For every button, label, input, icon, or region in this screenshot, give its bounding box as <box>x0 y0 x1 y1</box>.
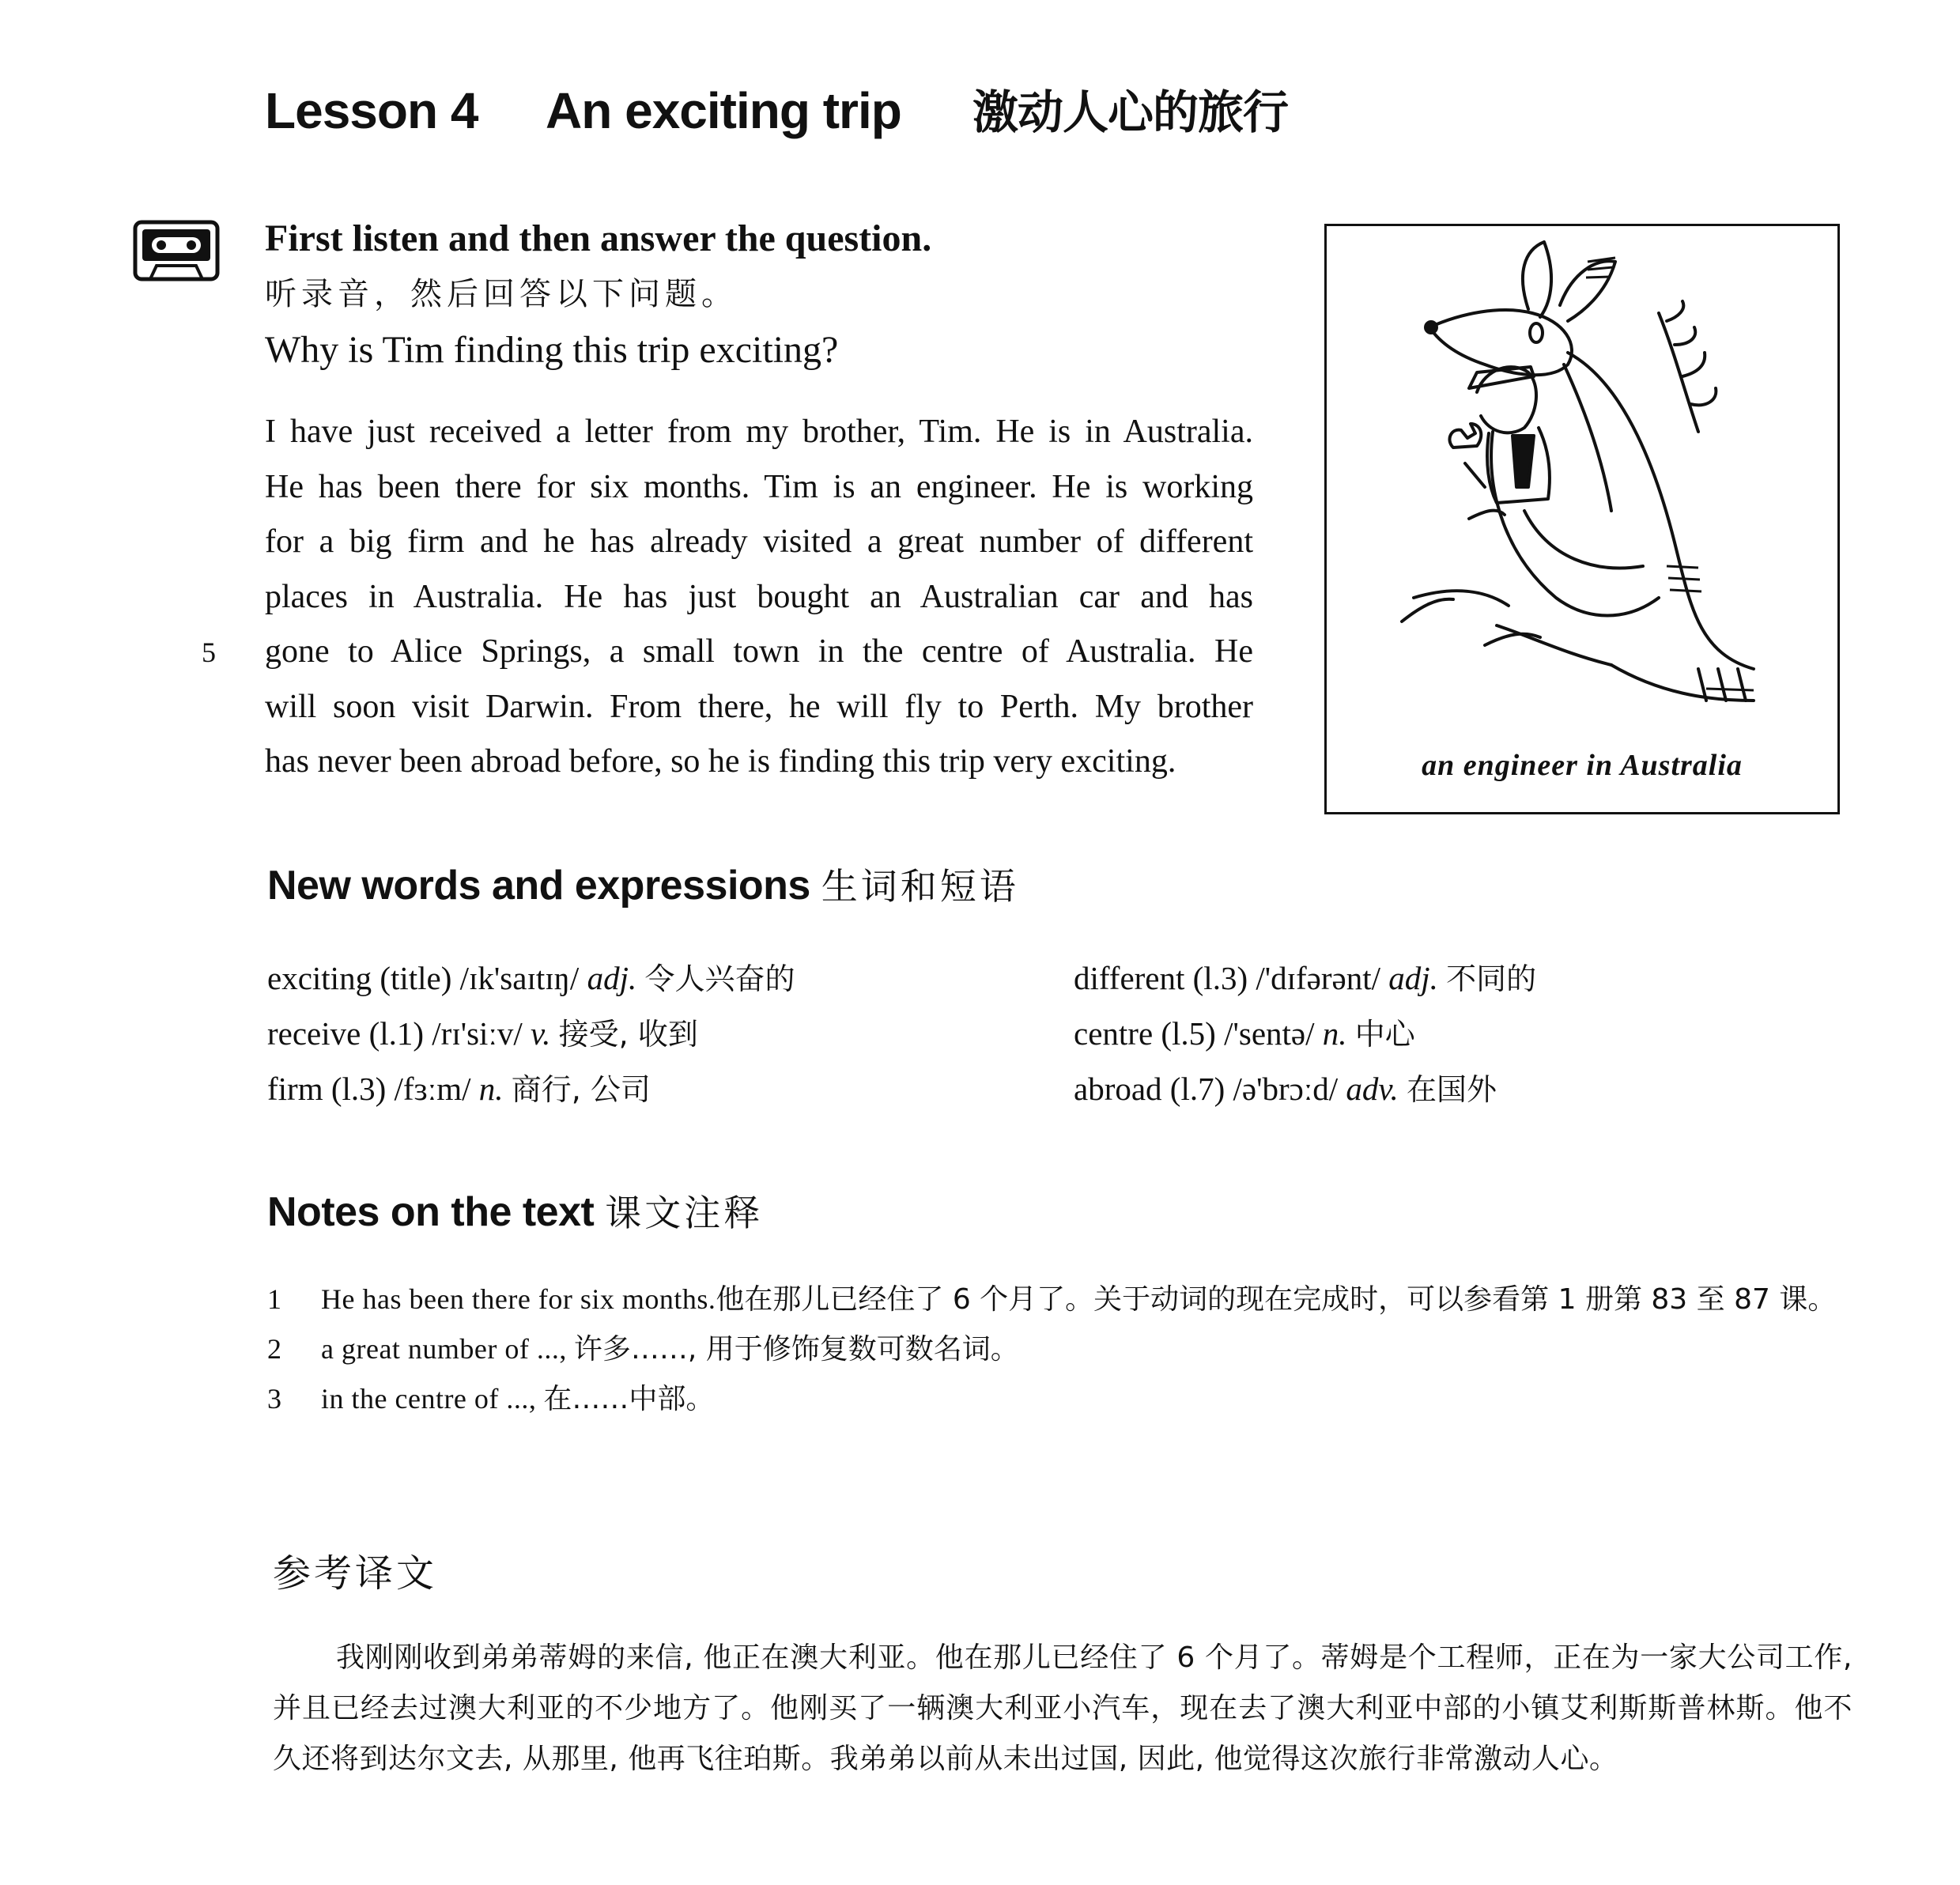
vocab-word: different (l.3) /'dɪfərənt/ <box>1074 960 1380 996</box>
passage-line: has never been abroad before, so he is finding this trip very exciting. <box>265 743 1176 780</box>
note-number: 3 <box>267 1383 281 1415</box>
vocab-pos: n. <box>478 1071 504 1107</box>
passage-line: places in Australia. He has just bought an Australian car and has <box>265 578 1253 615</box>
vocab-entry <box>267 1007 900 1062</box>
lesson-passage <box>265 405 1253 790</box>
note-item <box>267 1324 1856 1374</box>
vocab-word: exciting (title) /ɪk'saɪtɪŋ/ <box>267 960 580 996</box>
vocab-word: abroad (l.7) /ə'brɔːd/ <box>1074 1071 1339 1107</box>
translation-paragraph: 我刚刚收到弟弟蒂姆的来信, 他正在澳大利亚。他在那儿已经住了 6 个月了。蒂姆是个工程师，正在为一家大公司工作, 并且已经去过澳大利亚的不少地方了。他刚买了一辆澳大利亚小汽车，现在去了澳大利亚中部的小镇艾利斯斯普林斯。他不久还将到达尔文去, 从那里, 他再飞往珀斯。我弟弟以前从未出过国, 因此, 他觉得这次旅行非常激动人心。 <box>273 1641 1852 1775</box>
vocab-pos: v. <box>531 1015 551 1052</box>
passage-line: gone to Alice Springs, a small town in the centre of Australia. He <box>265 633 1253 670</box>
vocab-pos: adj. <box>1388 960 1438 996</box>
translation-title: 参考译文 <box>273 1551 438 1596</box>
instruction-heading: First listen and then answer the question. <box>265 217 932 259</box>
notes-heading-english: Notes on the text <box>267 1189 595 1235</box>
lesson-title <box>265 71 1288 152</box>
line-number-marker: 5 <box>202 637 216 668</box>
vocab-meaning: 中心 <box>1354 1017 1415 1052</box>
passage-line: I have just received a letter from my brother, Tim. He is in Australia. <box>265 414 1253 450</box>
vocab-pos: n. <box>1322 1015 1347 1052</box>
vocab-meaning: 商行, 公司 <box>511 1072 651 1107</box>
vocab-entry <box>267 1062 900 1117</box>
lesson-number: Lesson 4 <box>265 82 478 139</box>
note-english: in the centre of ..., <box>321 1383 537 1415</box>
vocab-meaning: 不同的 <box>1446 961 1537 996</box>
vocab-pos: adj. <box>587 960 637 996</box>
notes-list <box>267 1275 1856 1424</box>
notes-heading <box>267 1180 763 1245</box>
vocab-word: receive (l.1) /rɪ'siːv/ <box>267 1015 523 1052</box>
vocab-meaning: 在国外 <box>1407 1072 1497 1107</box>
vocab-heading-english: New words and expressions <box>267 863 810 909</box>
illustration-caption: an engineer in Australia <box>1422 749 1743 782</box>
kangaroo-engineer-illustration <box>1327 226 1837 812</box>
vocab-heading-chinese: 生词和短语 <box>821 865 1019 908</box>
vocab-entry <box>267 951 900 1007</box>
comprehension-question: Why is Tim finding this trip exciting? <box>265 329 839 371</box>
passage-line: will soon visit Darwin. From there, he will fly to Perth. My brother <box>265 688 1253 725</box>
vocab-meaning: 令人兴奋的 <box>644 961 795 996</box>
note-number: 1 <box>267 1283 281 1315</box>
vocab-heading <box>267 854 1019 918</box>
vocab-entry <box>1074 1062 1706 1117</box>
note-item <box>267 1374 1856 1424</box>
vocab-meaning: 接受, 收到 <box>558 1017 698 1052</box>
vocab-word: firm (l.3) /fɜːm/ <box>267 1071 471 1107</box>
vocab-column-left <box>267 951 900 1117</box>
vocab-word: centre (l.5) /'sentə/ <box>1074 1015 1315 1052</box>
cassette-tape-icon <box>133 220 220 288</box>
lesson-title-chinese: 激动人心的旅行 <box>972 85 1289 139</box>
vocab-pos: adv. <box>1346 1071 1399 1107</box>
vocab-column-right <box>1074 951 1706 1117</box>
illustration-box <box>1324 224 1840 814</box>
note-chinese: 许多……, 用于修饰复数可数名词。 <box>573 1333 1019 1366</box>
note-chinese: 他在那儿已经住了 6 个月了。关于动词的现在完成时，可以参看第 1 册第 83 至 87 课。 <box>716 1283 1837 1316</box>
instruction-chinese: 听录音，然后回答以下问题。 <box>265 276 738 312</box>
vocab-entry <box>1074 951 1706 1007</box>
note-item <box>267 1275 1856 1324</box>
passage-line: He has been there for six months. Tim is an engineer. He is working <box>265 468 1253 505</box>
listening-instruction <box>265 212 1293 378</box>
note-number: 2 <box>267 1333 281 1365</box>
lesson-title-english: An exciting trip <box>546 82 901 139</box>
note-english: He has been there for six months. <box>321 1283 716 1315</box>
passage-line: for a big firm and he has already visited a great number of different <box>265 523 1253 560</box>
note-chinese: 在……中部。 <box>543 1383 715 1415</box>
vocab-entry <box>1074 1007 1706 1062</box>
note-english: a great number of ..., <box>321 1333 567 1365</box>
notes-heading-chinese: 课文注释 <box>605 1192 764 1234</box>
